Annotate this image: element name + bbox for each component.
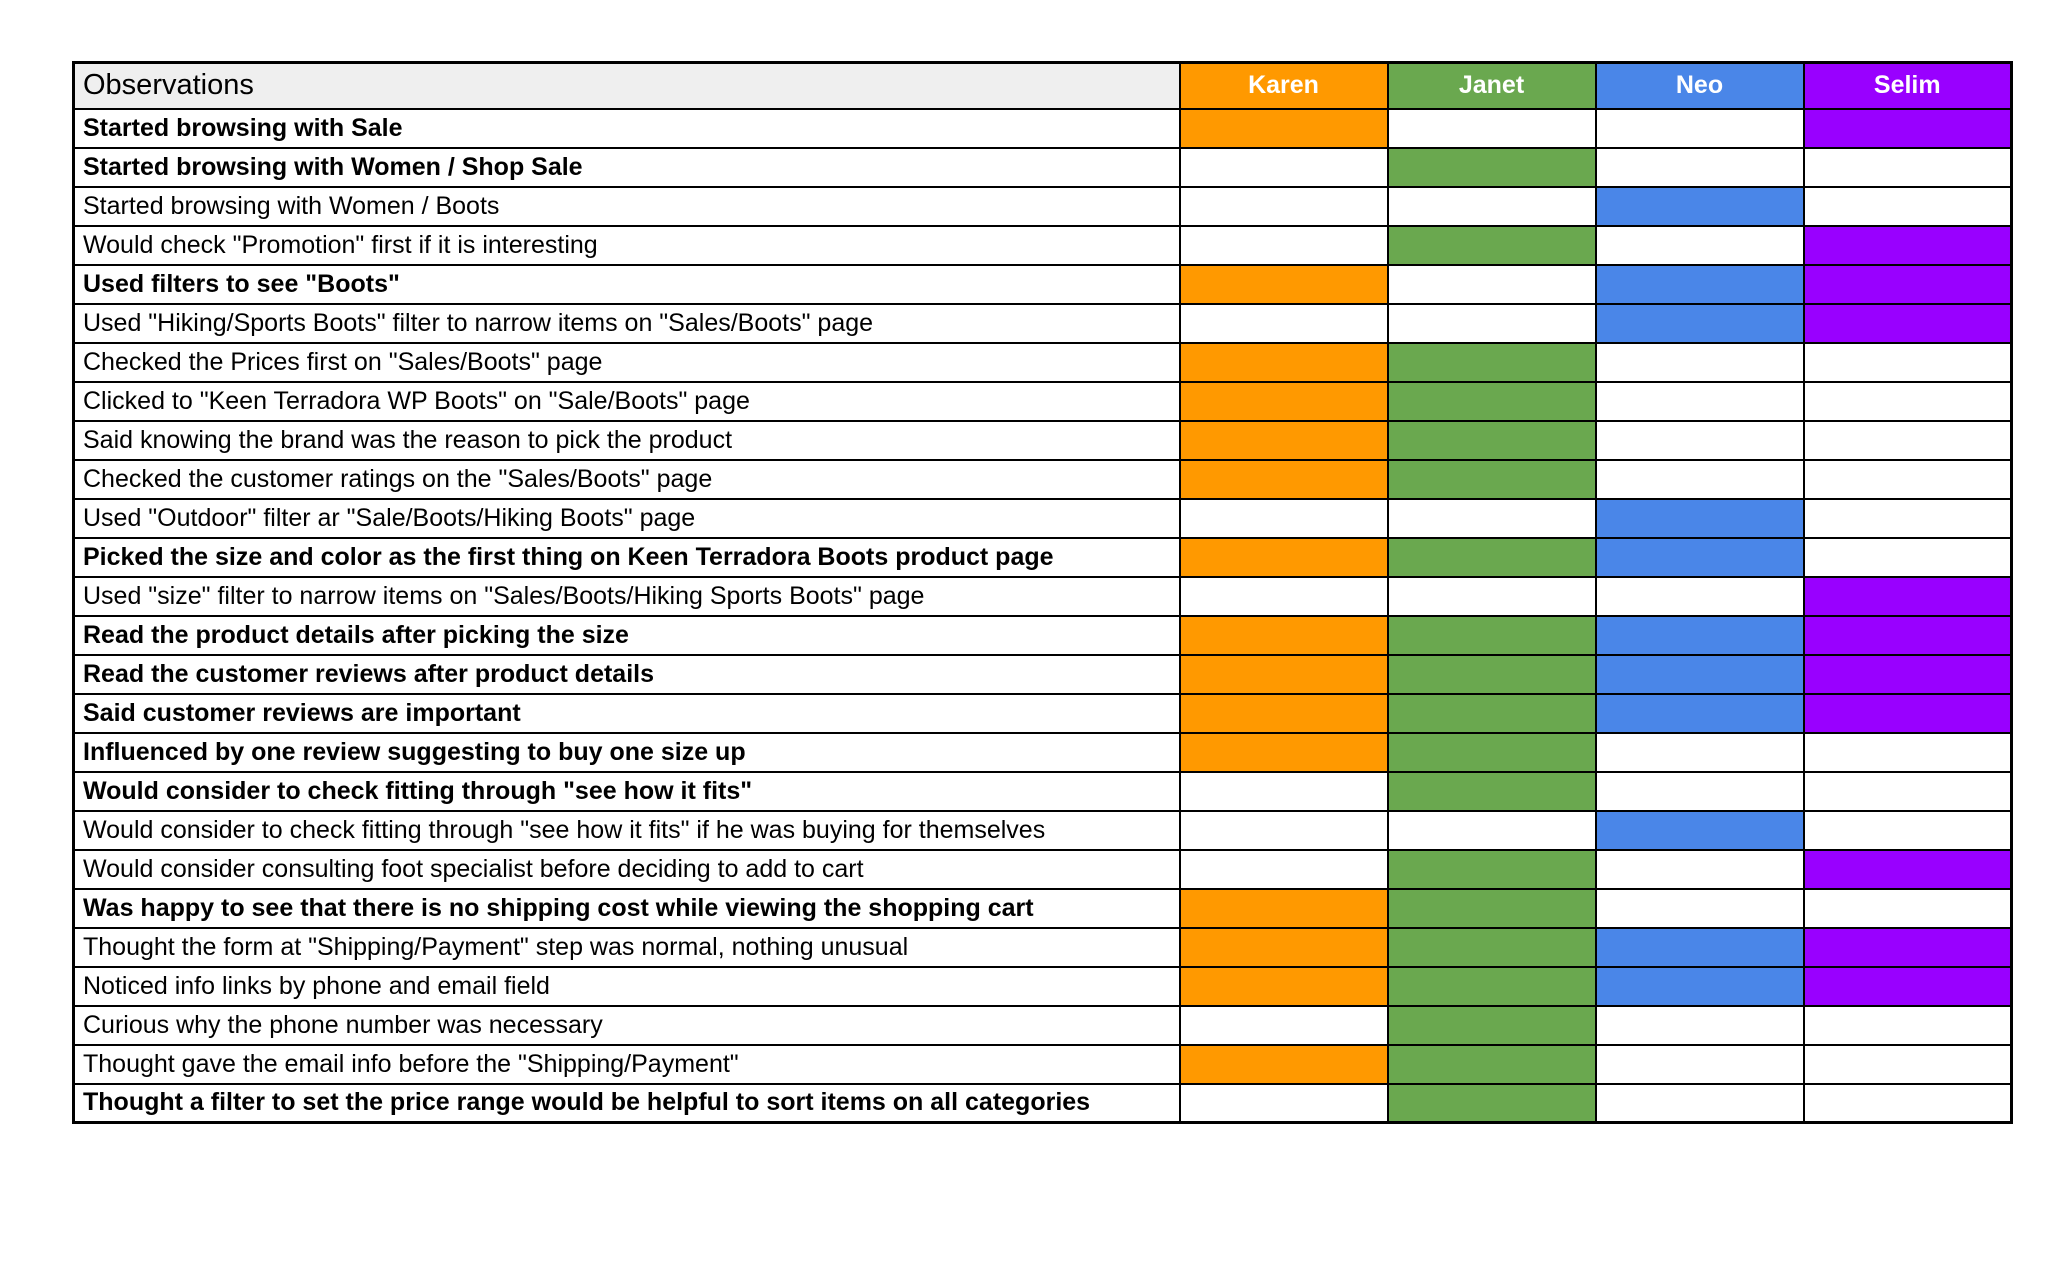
participant-header-selim: Selim bbox=[1804, 63, 2012, 109]
observation-text: Clicked to "Keen Terradora WP Boots" on "Sale/Boots" page bbox=[74, 382, 1180, 421]
table-row bbox=[74, 304, 2012, 343]
mark-cell-selim bbox=[1804, 460, 2012, 499]
observation-text: Checked the Prices first on "Sales/Boots" page bbox=[74, 343, 1180, 382]
mark-cell-karen bbox=[1180, 577, 1388, 616]
mark-cell-selim bbox=[1804, 499, 2012, 538]
mark-cell-karen bbox=[1180, 1084, 1388, 1123]
mark-cell-neo bbox=[1596, 1084, 1804, 1123]
mark-cell-karen bbox=[1180, 187, 1388, 226]
mark-cell-karen bbox=[1180, 226, 1388, 265]
mark-cell-karen bbox=[1180, 889, 1388, 928]
mark-cell-janet bbox=[1388, 460, 1596, 499]
mark-cell-janet bbox=[1388, 1084, 1596, 1123]
mark-cell-janet bbox=[1388, 382, 1596, 421]
mark-cell-karen bbox=[1180, 499, 1388, 538]
mark-cell-selim bbox=[1804, 694, 2012, 733]
table-row bbox=[74, 889, 2012, 928]
mark-cell-neo bbox=[1596, 343, 1804, 382]
mark-cell-karen bbox=[1180, 1045, 1388, 1084]
observation-text: Started browsing with Women / Shop Sale bbox=[74, 148, 1180, 187]
table-row bbox=[74, 148, 2012, 187]
mark-cell-janet bbox=[1388, 109, 1596, 148]
mark-cell-selim bbox=[1804, 148, 2012, 187]
observation-text: Used filters to see "Boots" bbox=[74, 265, 1180, 304]
mark-cell-janet bbox=[1388, 226, 1596, 265]
observation-text: Would consider to check fitting through "see how it fits" bbox=[74, 772, 1180, 811]
mark-cell-selim bbox=[1804, 109, 2012, 148]
mark-cell-neo bbox=[1596, 1045, 1804, 1084]
participant-header-janet: Janet bbox=[1388, 63, 1596, 109]
observation-text: Would check "Promotion" first if it is interesting bbox=[74, 226, 1180, 265]
mark-cell-neo bbox=[1596, 616, 1804, 655]
participant-header-neo: Neo bbox=[1596, 63, 1804, 109]
participant-header-karen: Karen bbox=[1180, 63, 1388, 109]
mark-cell-karen bbox=[1180, 421, 1388, 460]
mark-cell-selim bbox=[1804, 187, 2012, 226]
mark-cell-janet bbox=[1388, 538, 1596, 577]
mark-cell-neo bbox=[1596, 850, 1804, 889]
mark-cell-selim bbox=[1804, 343, 2012, 382]
mark-cell-karen bbox=[1180, 772, 1388, 811]
mark-cell-neo bbox=[1596, 226, 1804, 265]
table-row bbox=[74, 1084, 2012, 1123]
mark-cell-neo bbox=[1596, 148, 1804, 187]
observation-text: Thought a filter to set the price range would be helpful to sort items on all categories bbox=[74, 1084, 1180, 1123]
mark-cell-janet bbox=[1388, 304, 1596, 343]
mark-cell-selim bbox=[1804, 850, 2012, 889]
mark-cell-janet bbox=[1388, 343, 1596, 382]
observation-text: Thought gave the email info before the "Shipping/Payment" bbox=[74, 1045, 1180, 1084]
mark-cell-selim bbox=[1804, 616, 2012, 655]
table-row bbox=[74, 616, 2012, 655]
observation-text: Started browsing with Women / Boots bbox=[74, 187, 1180, 226]
header-row bbox=[74, 63, 2012, 109]
mark-cell-neo bbox=[1596, 499, 1804, 538]
mark-cell-janet bbox=[1388, 1006, 1596, 1045]
table-row bbox=[74, 811, 2012, 850]
observation-text: Used "Hiking/Sports Boots" filter to narrow items on "Sales/Boots" page bbox=[74, 304, 1180, 343]
table-row bbox=[74, 928, 2012, 967]
mark-cell-neo bbox=[1596, 967, 1804, 1006]
mark-cell-selim bbox=[1804, 928, 2012, 967]
table-row bbox=[74, 343, 2012, 382]
observation-text: Used "Outdoor" filter ar "Sale/Boots/Hiking Boots" page bbox=[74, 499, 1180, 538]
table-row bbox=[74, 733, 2012, 772]
mark-cell-karen bbox=[1180, 460, 1388, 499]
observation-text: Would consider consulting foot specialist before deciding to add to cart bbox=[74, 850, 1180, 889]
mark-cell-selim bbox=[1804, 226, 2012, 265]
mark-cell-selim bbox=[1804, 1045, 2012, 1084]
table-row bbox=[74, 460, 2012, 499]
observations-table bbox=[72, 61, 2013, 1124]
table-row bbox=[74, 421, 2012, 460]
table-row bbox=[74, 1006, 2012, 1045]
mark-cell-janet bbox=[1388, 655, 1596, 694]
mark-cell-karen bbox=[1180, 538, 1388, 577]
observations-header: Observations bbox=[74, 63, 1180, 109]
observation-text: Used "size" filter to narrow items on "Sales/Boots/Hiking Sports Boots" page bbox=[74, 577, 1180, 616]
mark-cell-neo bbox=[1596, 421, 1804, 460]
mark-cell-selim bbox=[1804, 1084, 2012, 1123]
table-row bbox=[74, 109, 2012, 148]
mark-cell-selim bbox=[1804, 772, 2012, 811]
mark-cell-karen bbox=[1180, 655, 1388, 694]
mark-cell-janet bbox=[1388, 499, 1596, 538]
mark-cell-neo bbox=[1596, 772, 1804, 811]
table-row bbox=[74, 694, 2012, 733]
mark-cell-janet bbox=[1388, 889, 1596, 928]
mark-cell-selim bbox=[1804, 811, 2012, 850]
mark-cell-janet bbox=[1388, 928, 1596, 967]
mark-cell-selim bbox=[1804, 967, 2012, 1006]
mark-cell-karen bbox=[1180, 811, 1388, 850]
table-row bbox=[74, 265, 2012, 304]
mark-cell-janet bbox=[1388, 577, 1596, 616]
mark-cell-karen bbox=[1180, 382, 1388, 421]
table-row bbox=[74, 850, 2012, 889]
mark-cell-neo bbox=[1596, 1006, 1804, 1045]
mark-cell-selim bbox=[1804, 421, 2012, 460]
mark-cell-selim bbox=[1804, 655, 2012, 694]
table-row bbox=[74, 967, 2012, 1006]
mark-cell-neo bbox=[1596, 577, 1804, 616]
mark-cell-selim bbox=[1804, 733, 2012, 772]
mark-cell-neo bbox=[1596, 538, 1804, 577]
mark-cell-karen bbox=[1180, 694, 1388, 733]
mark-cell-neo bbox=[1596, 733, 1804, 772]
mark-cell-neo bbox=[1596, 460, 1804, 499]
mark-cell-selim bbox=[1804, 382, 2012, 421]
mark-cell-janet bbox=[1388, 616, 1596, 655]
mark-cell-karen bbox=[1180, 304, 1388, 343]
table-row bbox=[74, 577, 2012, 616]
mark-cell-karen bbox=[1180, 109, 1388, 148]
mark-cell-selim bbox=[1804, 1006, 2012, 1045]
mark-cell-janet bbox=[1388, 772, 1596, 811]
mark-cell-janet bbox=[1388, 694, 1596, 733]
mark-cell-neo bbox=[1596, 109, 1804, 148]
mark-cell-karen bbox=[1180, 967, 1388, 1006]
observation-text: Influenced by one review suggesting to buy one size up bbox=[74, 733, 1180, 772]
observation-text: Would consider to check fitting through "see how it fits" if he was buying for themselves bbox=[74, 811, 1180, 850]
mark-cell-karen bbox=[1180, 733, 1388, 772]
table-row bbox=[74, 538, 2012, 577]
table-row bbox=[74, 226, 2012, 265]
mark-cell-selim bbox=[1804, 304, 2012, 343]
table-row bbox=[74, 187, 2012, 226]
mark-cell-karen bbox=[1180, 148, 1388, 187]
mark-cell-janet bbox=[1388, 967, 1596, 1006]
observation-text: Read the product details after picking the size bbox=[74, 616, 1180, 655]
observation-text: Read the customer reviews after product details bbox=[74, 655, 1180, 694]
observation-text: Curious why the phone number was necessary bbox=[74, 1006, 1180, 1045]
mark-cell-janet bbox=[1388, 265, 1596, 304]
mark-cell-selim bbox=[1804, 538, 2012, 577]
mark-cell-neo bbox=[1596, 889, 1804, 928]
mark-cell-janet bbox=[1388, 811, 1596, 850]
table-row bbox=[74, 499, 2012, 538]
observation-text: Picked the size and color as the first thing on Keen Terradora Boots product page bbox=[74, 538, 1180, 577]
mark-cell-karen bbox=[1180, 265, 1388, 304]
mark-cell-selim bbox=[1804, 889, 2012, 928]
observation-text: Noticed info links by phone and email field bbox=[74, 967, 1180, 1006]
table-row bbox=[74, 655, 2012, 694]
observation-text: Thought the form at "Shipping/Payment" step was normal, nothing unusual bbox=[74, 928, 1180, 967]
mark-cell-janet bbox=[1388, 850, 1596, 889]
mark-cell-neo bbox=[1596, 382, 1804, 421]
mark-cell-neo bbox=[1596, 265, 1804, 304]
observations-body bbox=[74, 109, 2012, 1123]
mark-cell-neo bbox=[1596, 694, 1804, 733]
mark-cell-janet bbox=[1388, 1045, 1596, 1084]
mark-cell-janet bbox=[1388, 733, 1596, 772]
mark-cell-janet bbox=[1388, 421, 1596, 460]
observation-text: Said knowing the brand was the reason to pick the product bbox=[74, 421, 1180, 460]
mark-cell-neo bbox=[1596, 187, 1804, 226]
observation-text: Was happy to see that there is no shipping cost while viewing the shopping cart bbox=[74, 889, 1180, 928]
mark-cell-karen bbox=[1180, 616, 1388, 655]
mark-cell-karen bbox=[1180, 928, 1388, 967]
observation-text: Started browsing with Sale bbox=[74, 109, 1180, 148]
mark-cell-neo bbox=[1596, 928, 1804, 967]
table-row bbox=[74, 382, 2012, 421]
mark-cell-neo bbox=[1596, 811, 1804, 850]
mark-cell-selim bbox=[1804, 577, 2012, 616]
mark-cell-janet bbox=[1388, 148, 1596, 187]
mark-cell-karen bbox=[1180, 1006, 1388, 1045]
mark-cell-karen bbox=[1180, 343, 1388, 382]
observation-text: Said customer reviews are important bbox=[74, 694, 1180, 733]
mark-cell-selim bbox=[1804, 265, 2012, 304]
observation-text: Checked the customer ratings on the "Sales/Boots" page bbox=[74, 460, 1180, 499]
table-row bbox=[74, 772, 2012, 811]
mark-cell-karen bbox=[1180, 850, 1388, 889]
table-row bbox=[74, 1045, 2012, 1084]
mark-cell-neo bbox=[1596, 304, 1804, 343]
mark-cell-neo bbox=[1596, 655, 1804, 694]
mark-cell-janet bbox=[1388, 187, 1596, 226]
